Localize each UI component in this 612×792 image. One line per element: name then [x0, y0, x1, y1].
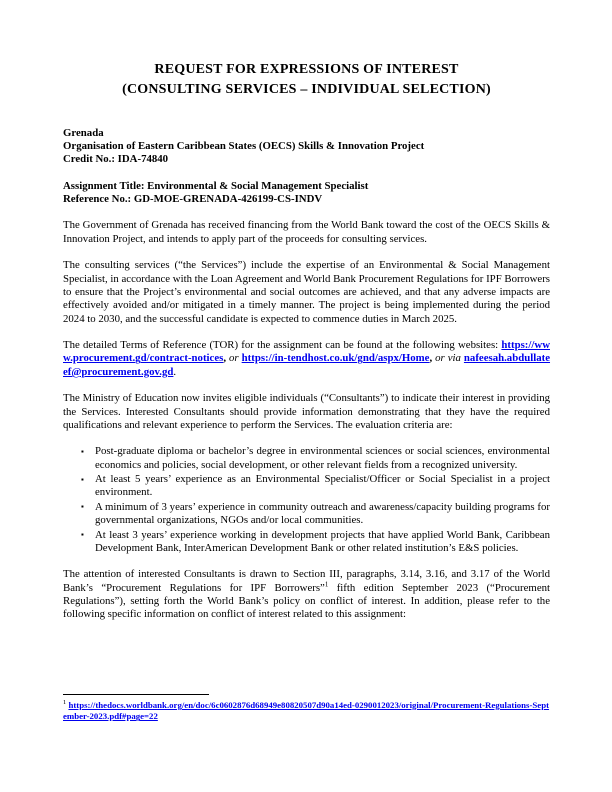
footnote [63, 694, 550, 723]
criterion-text: At least 3 years’ experience working in development projects that have applied World Bank, Caribbean Development Bank, InterAmerican Development Bank or other related institution’s E&S policies. [95, 528, 550, 554]
credit-number: Credit No.: IDA-74840 [63, 153, 169, 166]
procurement-gd-link[interactable]: https://www.procurement.gd/contract-notices [63, 339, 550, 365]
document-title-line1: REQUEST FOR EXPRESSIONS OF INTEREST [154, 62, 459, 77]
footnote-divider [63, 694, 209, 695]
document-title [63, 60, 550, 101]
tor-separator-1: , [223, 352, 230, 365]
paragraph-financing: The Government of Grenada has received financing from the World Bank toward the cost of the OECS Skills & Innovation Project, and intends to apply part of the proceeds for consulting services. [63, 219, 550, 245]
project-name: Organisation of Eastern Caribbean States (OECS) Skills & Innovation Project [63, 139, 425, 152]
criterion-text: Post-graduate diploma or bachelor’s degree in environmental sciences or social sciences, environmental economics and policies, social development, or other relevant fields from a recognized university. [95, 445, 550, 471]
tor-or-2: or via [435, 352, 461, 365]
tor-separator-2: , [429, 352, 436, 365]
tor-intro-text: The detailed Terms of Reference (TOR) for the assignment can be found at the following websites: [63, 339, 502, 352]
criterion-text: A minimum of 3 years’ experience in community outreach and awareness/capacity building programs for governmental organizations, NGOs and/or local communities. [95, 500, 550, 527]
procurement-regulations-link[interactable]: https://thedocs.worldbank.org/en/doc/6c0602876d68949e80820507d90a14ed-0290012023/original/Procurement-Regulations-September-2023.pdf#page=22 [63, 699, 550, 722]
assignment-header [63, 180, 550, 207]
paragraph-services: The consulting services (“the Services”) include the expertise of an Environmental & Social Management Specialist, in accordance with the Loan Agreement and World Bank Procurement Regulations for IPF Borrowers to ensure that the Project’s environmental and social outcomes are achieved, and that any adverse impacts are effectively avoided and/or mitigated in a timely manner. The project is being implemented during the period 2024 to 2030, and the successful candidate is expected to commence duties in March 2025. [63, 259, 550, 325]
tor-end-period: . [173, 365, 177, 378]
paragraph-invitation: The Ministry of Education now invites eligible individuals (“Consultants”) to indicate their interest in providing the Services. Interested Consultants should provide information demonstrating that they have the required qualifications and relevant experience to perform the Services. The evaluation criteria are: [63, 392, 550, 431]
list-item [63, 473, 550, 500]
bullet-icon: ▪ [81, 502, 84, 512]
conflict-text-part2: fifth edition September 2023 (“Procurement Regulations”), setting forth the World Bank’s policy on conflict of interest. In addition, please refer to the following specific information on conflict of interest related to this assignment: [63, 581, 551, 621]
country-label: Grenada [63, 126, 104, 139]
footnote-reference: 1 [324, 580, 329, 589]
in-tendhost-link[interactable]: https://in-tendhost.co.uk/gnd/aspx/Home [241, 352, 430, 365]
project-header [63, 127, 550, 167]
evaluation-criteria-list [63, 445, 550, 555]
contact-email-link[interactable]: nafeesah.abdullateef@procurement.gov.gd [63, 352, 551, 378]
conflict-text-part1: The attention of interested Consultants is drawn to Section III, paragraphs, 3.14, 3.16, and 3.17 of the World Bank’s “Procurement Regulations for IPF Borrowers” [63, 568, 550, 594]
document-title-line2: (CONSULTING SERVICES – INDIVIDUAL SELECTION) [122, 82, 491, 98]
footnote-marker: 1 [63, 699, 67, 706]
tor-or-1: or [229, 352, 239, 365]
assignment-title: Assignment Title: Environmental & Social Management Specialist [63, 179, 369, 192]
criterion-text: At least 5 years’ experience as an Environmental Specialist/Officer or Social Specialist in a project environment. [95, 473, 550, 499]
bullet-icon: ▪ [81, 474, 84, 484]
list-item [63, 501, 550, 528]
bullet-icon: ▪ [81, 530, 84, 540]
list-item [63, 529, 550, 556]
paragraph-tor [63, 339, 550, 379]
reference-number: Reference No.: GD-MOE-GRENADA-426199-CS-INDV [63, 193, 323, 206]
paragraph-conflict-of-interest [63, 568, 550, 622]
bullet-icon: ▪ [81, 446, 84, 456]
list-item [63, 445, 550, 472]
